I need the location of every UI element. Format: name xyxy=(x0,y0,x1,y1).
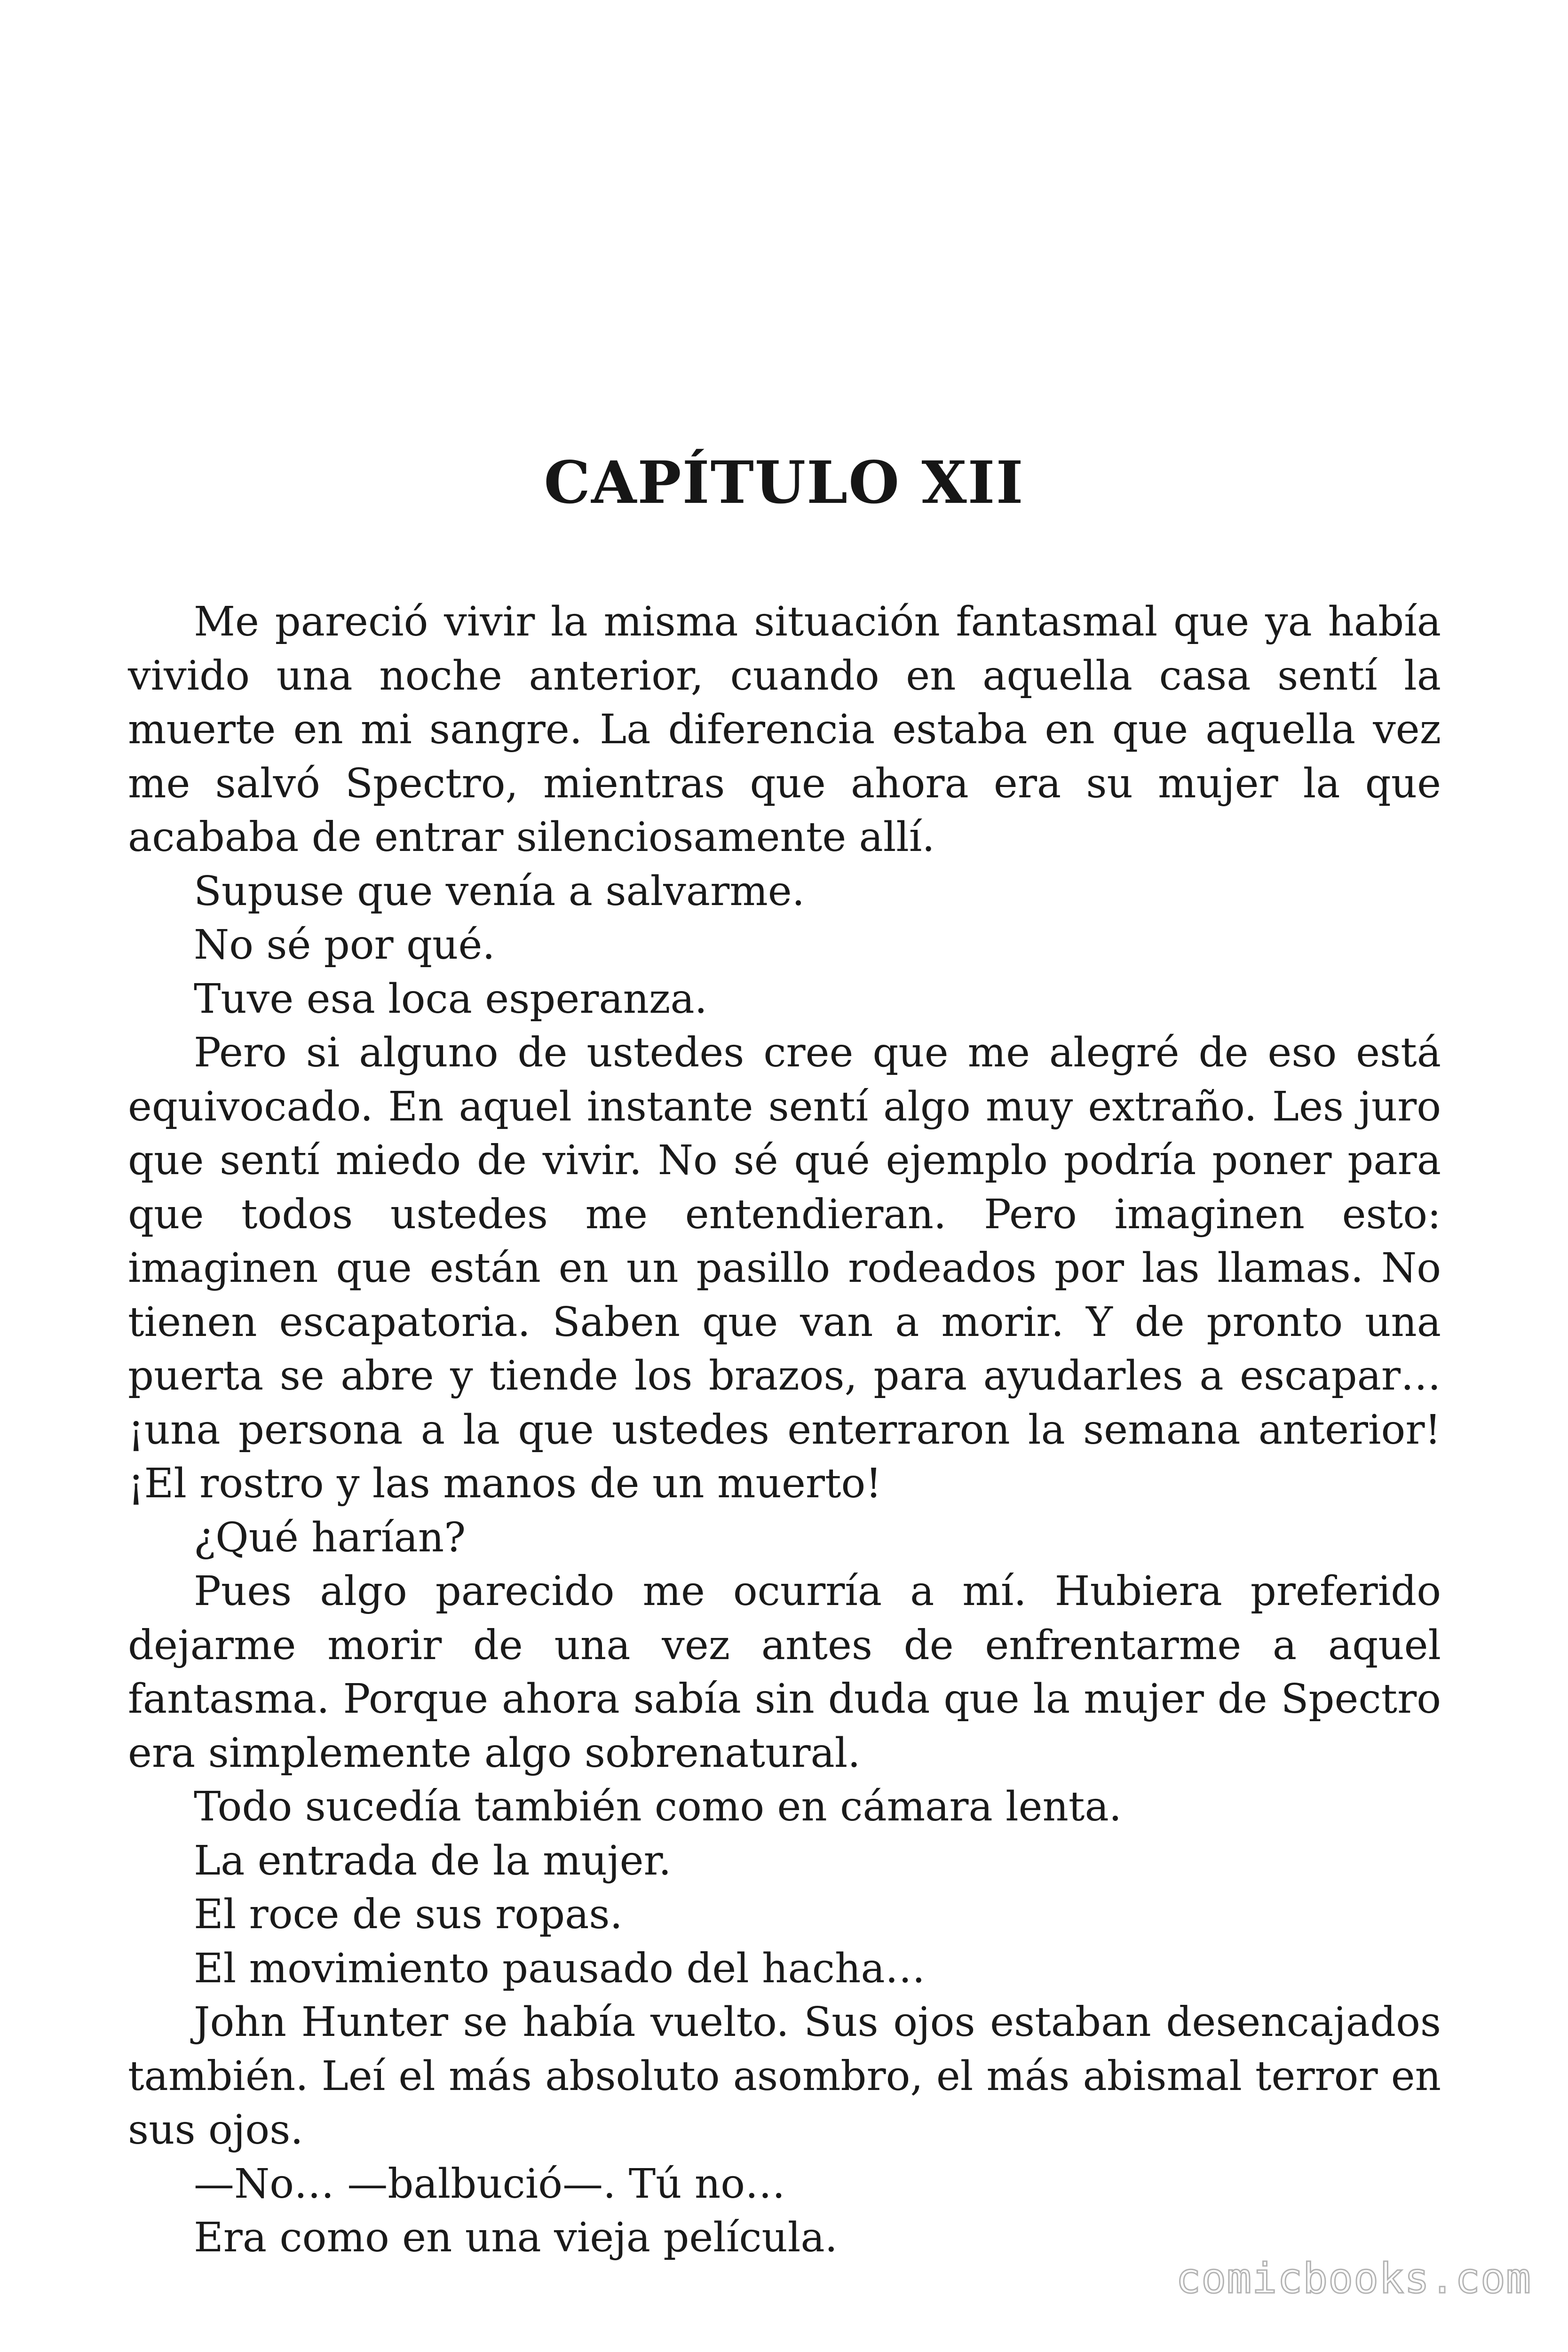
chapter-title: CAPÍTULO XII xyxy=(544,449,1024,517)
paragraph: No sé por qué. xyxy=(194,922,495,969)
paragraph: Pero si alguno de ustedes cree que me alegré de eso está equivocado. En aquel instante sentí algo muy extraño. Les juro que sentí miedo de vivir. No sé qué ejemplo podría poner para que todos ustedes me entendieran. Pero imaginen esto: imaginen que están en un pasillo rodeados por las llamas. No tienen escapatoria. Saben que van a morir. Y de pronto una puerta se abre y tiende los brazos, para ayudarles a escapar… ¡una persona a la que ustedes enterraron la semana anterior! ¡El rostro y las manos de un muerto! xyxy=(128,1029,1441,1507)
paragraph: Tuve esa loca esperanza. xyxy=(194,975,707,1023)
paragraph: El roce de sus ropas. xyxy=(194,1891,623,1938)
paragraph: —No… —balbució—. Tú no… xyxy=(194,2160,786,2208)
paragraph: Me pareció vivir la misma situación fantasmal que ya había vivido una noche anterior, cuando en aquella casa sentí la muerte en mi sangre. La diferencia estaba en que aquella vez me salvó Spectro, mientras que ahora era su mujer la que acababa de entrar silenciosamente allí. xyxy=(128,598,1441,861)
paragraph: Era como en una vieja película. xyxy=(194,2214,838,2261)
paragraph: La entrada de la mujer. xyxy=(194,1837,672,1884)
paragraph: El movimiento pausado del hacha… xyxy=(194,1945,926,1992)
paragraph: ¿Qué harían? xyxy=(194,1514,466,1561)
paragraph: John Hunter se había vuelto. Sus ojos estaban desencajados también. Leí el más absoluto asombro, el más abismal terror en sus ojos. xyxy=(128,1999,1441,2153)
paragraph: Todo sucedía también como en cámara lenta. xyxy=(194,1783,1122,1830)
watermark: comicbooks.com xyxy=(1176,2254,1531,2303)
chapter-body xyxy=(128,595,1441,2265)
paragraph: Pues algo parecido me ocurría a mí. Hubiera preferido dejarme morir de una vez antes de enfrentarme a aquel fantasma. Porque ahora sabía sin duda que la mujer de Spectro era simplemente algo sobrenatural. xyxy=(128,1568,1441,1777)
paragraph: Supuse que venía a salvarme. xyxy=(194,867,805,915)
